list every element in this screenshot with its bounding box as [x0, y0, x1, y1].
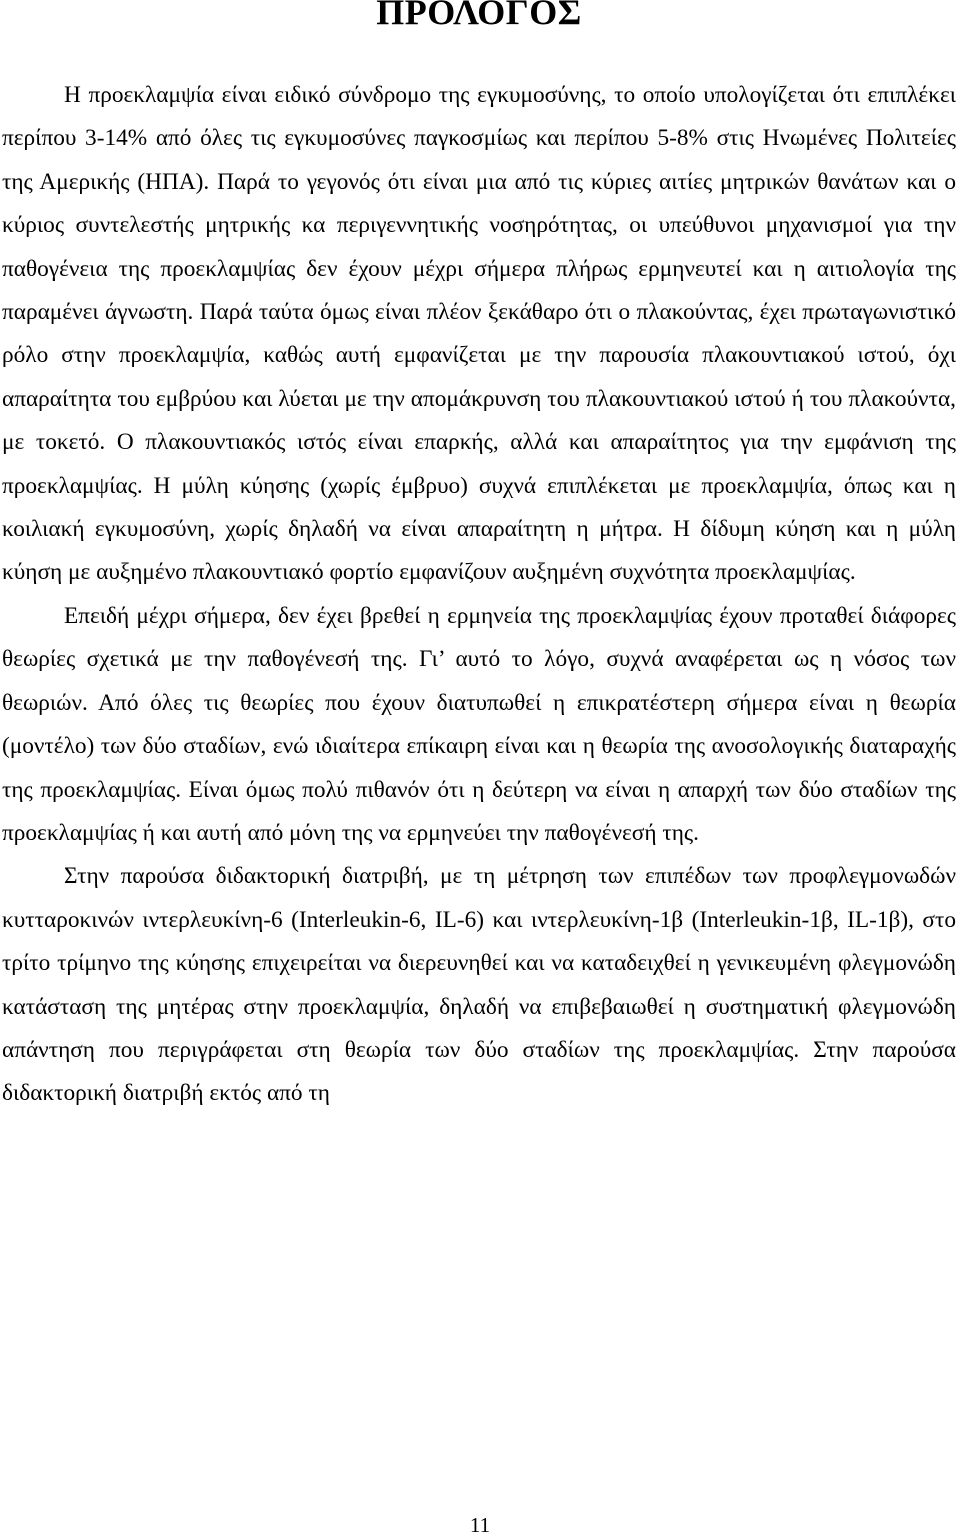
paragraph-2: Επειδή μέχρι σήμερα, δεν έχει βρεθεί η ερμηνεία της προεκλαμψίας έχουν προταθεί διάφορες θεωρίες σχετικά με την παθογένεσή της. Γι’ αυτό το λόγο, συχνά αναφέρεται ως η νόσος των θεωριών. Από όλες τις θεωρίες που έχουν διατυπωθεί η επικρατέστερη σήμερα είναι η θεωρία (μοντέλο) των δύο σταδίων, ενώ ιδιαίτερα επίκαιρη είναι και η θεωρία της ανοσολογικής διαταραχής της προεκλαμψίας. Είναι όμως πολύ πιθανόν ότι η δεύτερη να είναι η απαρχή των δύο σταδίων της προεκλαμψίας ή και αυτή από μόνη της να ερμηνεύει την παθογένεσή της. [2, 602, 956, 846]
paragraph-1: Η προεκλαμψία είναι ειδικό σύνδρομο της εγκυμοσύνης, το οποίο υπολογίζεται ότι επιπλέκει περίπου 3-14% από όλες τις εγκυμοσύνες παγκοσμίως και περίπου 5-8% στις Ηνωμένες Πολιτείες της Αμερικής (ΗΠΑ). Παρά το γεγονός ότι είναι μια από τις κύριες αιτίες μητρικών θανάτων και ο κύριος συντελεστής μητρικής κα περιγεννητικής νοσηρότητας, οι υπεύθυνοι μηχανισμοί για την παθογένεια της προεκλαμψίας δεν έχουν μέχρι σήμερα πλήρως ερμηνευτεί και η αιτιολογία της παραμένει άγνωστη. Παρά ταύτα όμως είναι πλέον ξεκάθαρο ότι ο πλακούντας, έχει πρωταγωνιστικό ρόλο στην προεκλαμψία, καθώς αυτή εμφανίζεται με την παρουσία πλακουντιακού ιστού, όχι απαραίτητα του εμβρύου και λύεται με την απομάκρυνση του πλακουντιακού ιστού ή του πλακούντα, με τοκετό. Ο πλακουντιακός ιστός είναι επαρκής, αλλά και απαραίτητος για την εμφάνιση της προεκλαμψίας. Η μύλη κύησης (χωρίς έμβρυο) συχνά επιπλέκεται με προεκλαμψία, όπως και η κοιλιακή εγκυμοσύνη, χωρίς δηλαδή να είναι απαραίτητη η μήτρα. Η δίδυμη κύηση και η μύλη κύηση με αυξημένο πλακουντιακό φορτίο εμφανίζουν αυξημένη συχνότητα προεκλαμψίας. [2, 82, 956, 586]
paragraph-3: Στην παρούσα διδακτορική διατριβή, με τη μέτρηση των επιπέδων των προφλεγμονωδών κυτταροκινών ιντερλευκίνη-6 (Interleukin-6, IL-6) και ιντερλευκίνη-1β (Interleukin-1β, IL-1β), στο τρίτο τρίμηνο της κύησης επιχειρείται να διερευνηθεί και να καταδειχθεί η γενικευμένη φλεγμονώδη κατάσταση της μητέρας στην προεκλαμψία, δηλαδή να επιβεβαιωθεί η συστηματική φλεγμονώδη απάντηση που περιγράφεται στη θεωρία των δύο σταδίων της προεκλαμψίας. Στην παρούσα διδακτορική διατριβή εκτός από τη [2, 863, 956, 1107]
body-text [2, 74, 956, 1116]
page-number: 11 [469, 1513, 491, 1537]
page-title-text: ΠΡΟΛΟΓΟΣ [376, 0, 582, 32]
page-title [2, 0, 956, 33]
